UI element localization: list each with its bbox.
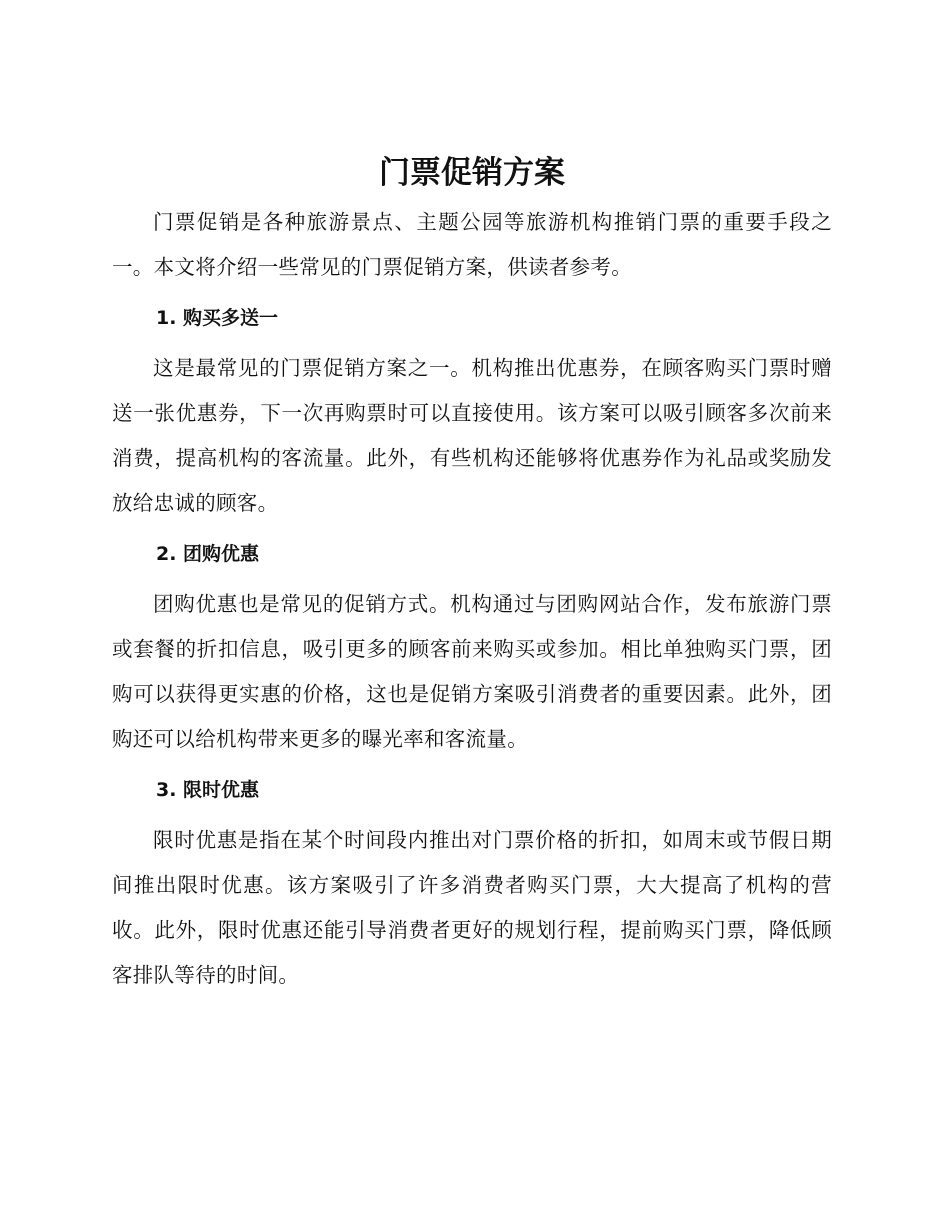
section-body: 团购优惠也是常见的促销方式。机构通过与团购网站合作，发布旅游门票或套餐的折扣信息，吸引更多的顾客前来购买或参加。相比单独购买门票，团购可以获得更实惠的价格，这也是促销方案吸引消费者的重要因素。此外，团购还可以给机构带来更多的曝光率和客流量。 [112, 592, 832, 751]
intro-paragraph: 门票促销是各种旅游景点、主题公园等旅游机构推销门票的重要手段之一。本文将介绍一些常见的门票促销方案，供读者参考。 [112, 210, 832, 279]
section-heading: 2. 团购优惠 [156, 543, 260, 565]
document-title: 门票促销方案 [379, 155, 565, 191]
section-body: 限时优惠是指在某个时间段内推出对门票价格的折扣，如周末或节假日期间推出限时优惠。该方案吸引了许多消费者购买门票，大大提高了机构的营收。此外，限时优惠还能引导消费者更好的规划行程，提前购买门票，降低顾客排队等待的时间。 [112, 828, 832, 987]
section-body: 这是最常见的门票促销方案之一。机构推出优惠券，在顾客购买门票时赠送一张优惠券，下一次再购票时可以直接使用。该方案可以吸引顾客多次前来消费，提高机构的客流量。此外，有些机构还能够将优惠券作为礼品或奖励发放给忠诚的顾客。 [112, 356, 832, 515]
section-3 [112, 768, 832, 998]
section-heading: 1. 购买多送一 [156, 307, 279, 329]
section-1 [112, 296, 832, 526]
section-heading: 3. 限时优惠 [156, 779, 260, 801]
section-2 [112, 532, 832, 762]
document-page [112, 148, 832, 998]
